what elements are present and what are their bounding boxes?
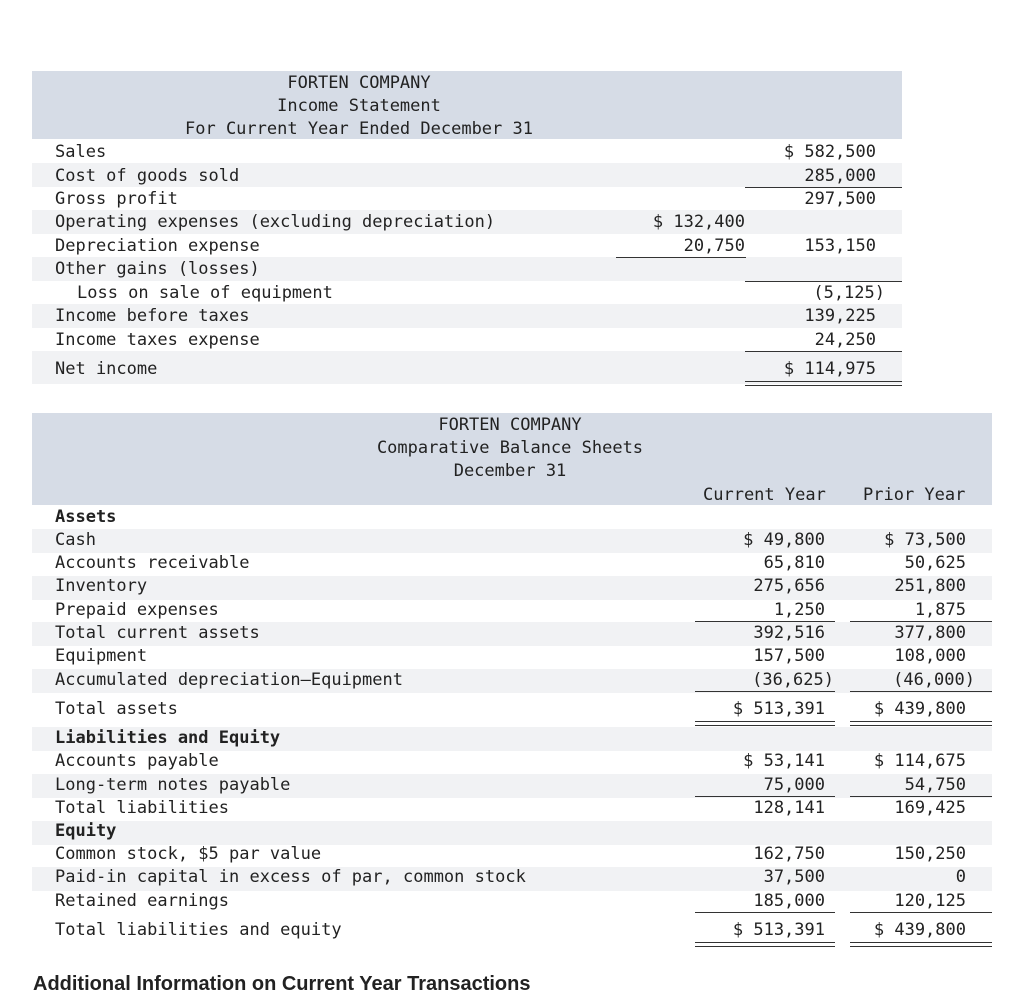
income-row-label: Income taxes expense bbox=[55, 330, 260, 350]
income-col2-value: (5,125) bbox=[813, 283, 885, 303]
underline bbox=[850, 912, 992, 913]
double-underline bbox=[695, 942, 835, 947]
prior-year-value: (46,000) bbox=[893, 670, 975, 690]
balance-row-label: Equipment bbox=[55, 646, 148, 666]
income-col1-value: $ 132,400 bbox=[652, 212, 745, 232]
current-year-value: 75,000 bbox=[763, 775, 825, 795]
prior-year-value: 1,875 bbox=[914, 600, 966, 620]
additional-information-heading: Additional Information on Current Year Transactions bbox=[33, 973, 531, 995]
balance-company-name: FORTEN COMPANY bbox=[438, 415, 582, 435]
prior-year-value: 377,800 bbox=[894, 623, 966, 643]
income-col2-value: $ 582,500 bbox=[783, 142, 876, 162]
balance-row-label: Long-term notes payable bbox=[55, 775, 291, 795]
current-year-value: $ 49,800 bbox=[743, 530, 825, 550]
double-underline bbox=[850, 721, 992, 726]
income-col2-value: 24,250 bbox=[814, 330, 876, 350]
balance-row-label: Total current assets bbox=[55, 623, 260, 643]
balance-row-label: Retained earnings bbox=[55, 891, 229, 911]
prior-year-value: $ 73,500 bbox=[884, 530, 966, 550]
current-year-value: 1,250 bbox=[773, 600, 825, 620]
balance-row-label: Inventory bbox=[55, 576, 148, 596]
prior-year-value: 50,625 bbox=[904, 553, 966, 573]
balance-sheet-date: December 31 bbox=[453, 461, 567, 481]
balance-row-label: Total liabilities and equity bbox=[55, 920, 342, 940]
income-row-label: Income before taxes bbox=[55, 306, 250, 326]
balance-row-label: Prepaid expenses bbox=[55, 600, 219, 620]
balance-sheet-title: Comparative Balance Sheets bbox=[376, 438, 644, 458]
income-statement-title: Income Statement bbox=[277, 96, 441, 116]
balance-row-label: Accounts receivable bbox=[55, 553, 250, 573]
prior-year-value: 150,250 bbox=[894, 844, 966, 864]
prior-year-value: $ 439,800 bbox=[873, 920, 966, 940]
column-header-current-year: Current Year bbox=[703, 485, 826, 505]
income-col2-value: 139,225 bbox=[804, 306, 876, 326]
current-year-value: 65,810 bbox=[763, 553, 825, 573]
prior-year-value: 169,425 bbox=[894, 798, 966, 818]
section-heading-liabilities-equity: Liabilities and Equity bbox=[55, 728, 281, 748]
balance-row-label: Accounts payable bbox=[55, 751, 219, 771]
underline bbox=[616, 257, 746, 258]
income-col2-value: 297,500 bbox=[804, 189, 876, 209]
current-year-value: $ 513,391 bbox=[732, 920, 825, 940]
underline bbox=[695, 621, 835, 622]
income-row-label: Loss on sale of equipment bbox=[77, 283, 333, 303]
income-row-label: Net income bbox=[55, 359, 158, 379]
prior-year-value: $ 439,800 bbox=[873, 699, 966, 719]
income-row-label: Cost of goods sold bbox=[55, 166, 240, 186]
income-col1-value: 20,750 bbox=[683, 236, 745, 256]
underline bbox=[695, 691, 835, 692]
income-col2-value: 153,150 bbox=[804, 236, 876, 256]
underline bbox=[695, 796, 835, 797]
prior-year-value: 251,800 bbox=[894, 576, 966, 596]
current-year-value: $ 513,391 bbox=[732, 699, 825, 719]
balance-row-label: Common stock, $5 par value bbox=[55, 844, 322, 864]
balance-row-label: Accumulated depreciation—Equipment bbox=[55, 670, 403, 690]
current-year-value: $ 53,141 bbox=[743, 751, 825, 771]
prior-year-value: 120,125 bbox=[894, 891, 966, 911]
income-row-label: Sales bbox=[55, 142, 107, 162]
underline bbox=[745, 351, 902, 352]
current-year-value: 392,516 bbox=[753, 623, 825, 643]
double-underline bbox=[850, 942, 992, 947]
double-underline bbox=[695, 721, 835, 726]
current-year-value: 162,750 bbox=[753, 844, 825, 864]
current-year-value: 157,500 bbox=[753, 646, 825, 666]
underline bbox=[850, 796, 992, 797]
income-col2-value: $ 114,975 bbox=[783, 359, 876, 379]
current-year-value: (36,625) bbox=[752, 670, 834, 690]
underline bbox=[695, 912, 835, 913]
income-row-label: Operating expenses (excluding depreciation) bbox=[55, 212, 496, 232]
double-underline bbox=[745, 381, 902, 386]
income-statement-period: For Current Year Ended December 31 bbox=[185, 119, 533, 139]
current-year-value: 185,000 bbox=[753, 891, 825, 911]
prior-year-value: 0 bbox=[955, 867, 966, 887]
table-row-shade bbox=[32, 821, 992, 845]
prior-year-value: $ 114,675 bbox=[873, 751, 966, 771]
income-row-label: Depreciation expense bbox=[55, 236, 260, 256]
balance-row-label: Total liabilities bbox=[55, 798, 229, 818]
prior-year-value: 54,750 bbox=[904, 775, 966, 795]
current-year-value: 37,500 bbox=[763, 867, 825, 887]
section-heading-equity: Equity bbox=[55, 821, 117, 841]
income-company-name: FORTEN COMPANY bbox=[287, 73, 431, 93]
income-col2-value: 285,000 bbox=[804, 166, 876, 186]
underline bbox=[850, 621, 992, 622]
underline bbox=[850, 691, 992, 692]
column-header-prior-year: Prior Year bbox=[863, 485, 966, 505]
balance-row-label: Paid-in capital in excess of par, common stock bbox=[55, 867, 526, 887]
current-year-value: 275,656 bbox=[753, 576, 825, 596]
prior-year-value: 108,000 bbox=[894, 646, 966, 666]
current-year-value: 128,141 bbox=[753, 798, 825, 818]
balance-row-label: Total assets bbox=[55, 699, 178, 719]
section-heading-assets: Assets bbox=[55, 507, 117, 527]
income-row-label: Gross profit bbox=[55, 189, 178, 209]
balance-row-label: Cash bbox=[55, 530, 96, 550]
income-row-label: Other gains (losses) bbox=[55, 259, 260, 279]
